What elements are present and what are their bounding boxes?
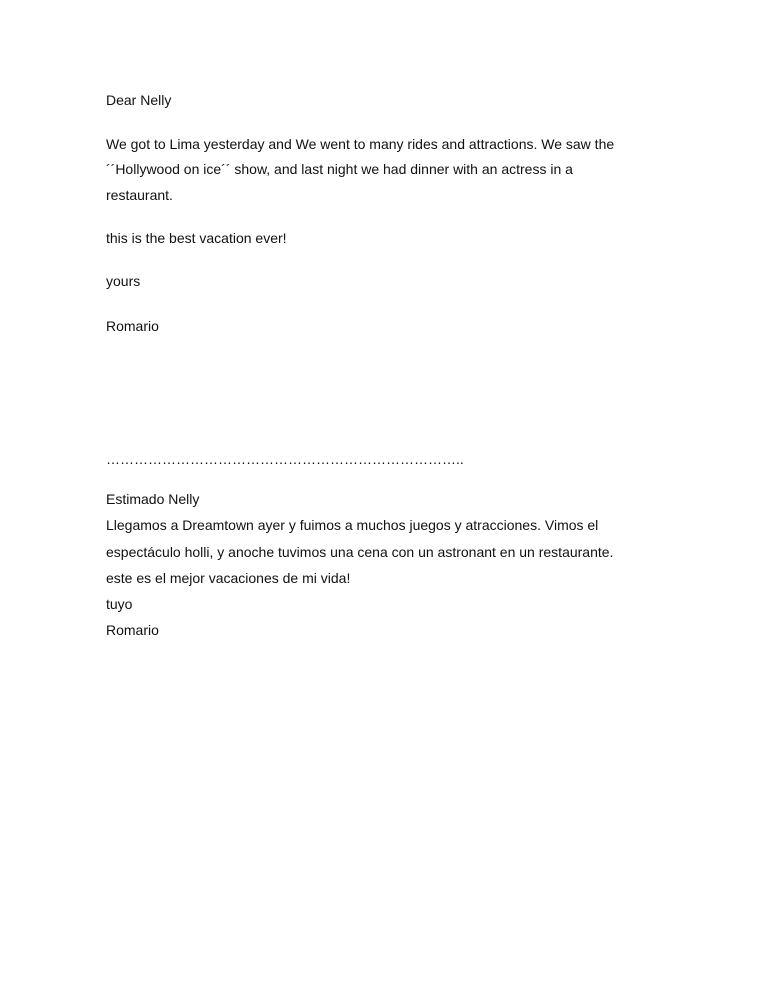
spanish-greeting: Estimado Nelly — [106, 491, 200, 507]
english-exclamation: this is the best vacation ever! — [106, 230, 287, 246]
english-closing: yours — [106, 273, 141, 289]
english-body-line: We got to Lima yesterday and We went to many rides and attractions. We saw the — [106, 136, 615, 152]
english-greeting: Dear Nelly — [106, 92, 172, 108]
english-signature: Romario — [106, 318, 159, 334]
spanish-body-line: espectáculo holli, y anoche tuvimos una cena con un astronant en un restaurante. — [106, 544, 614, 560]
spanish-body-line: este es el mejor vacaciones de mi vida! — [106, 570, 351, 586]
english-body-line: ´´Hollywood on ice´´ show, and last night we had dinner with an actress in a — [106, 161, 573, 177]
spanish-body-line: Llegamos a Dreamtown ayer y fuimos a muchos juegos y atracciones. Vimos el — [106, 517, 599, 533]
spanish-closing: tuyo — [106, 596, 133, 612]
dotted-separator: ………………………………………………………………….. — [106, 451, 464, 467]
english-body-line: restaurant. — [106, 187, 173, 203]
spanish-signature: Romario — [106, 622, 159, 638]
